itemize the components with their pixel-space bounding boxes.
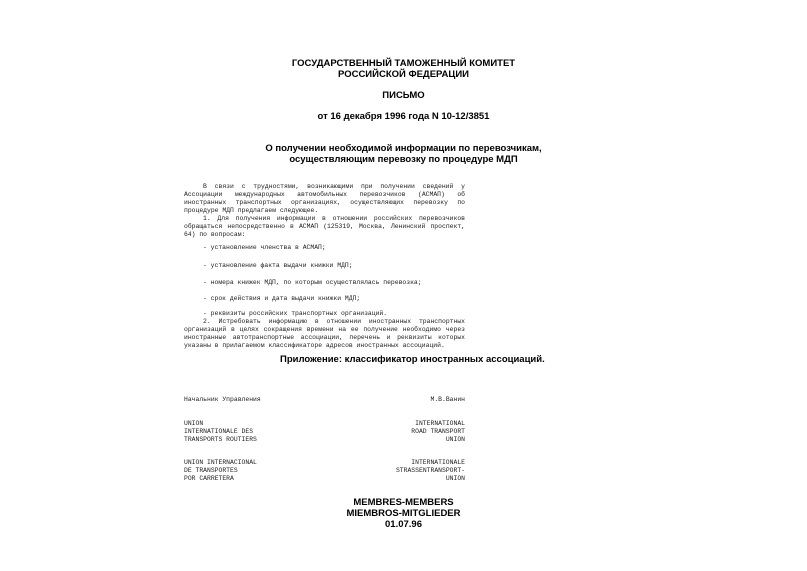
association-left-1-line3: TRANSPORTS ROUTIERS — [184, 436, 257, 443]
document-title-line1: О получении необходимой информации по перевозчикам, — [265, 143, 542, 154]
association-right-1-line3: UNION — [445, 436, 465, 443]
association-right-1-line1: INTERNATIONAL — [415, 420, 465, 427]
document-title-line2: осуществляющим перевозку по процедуре МДП — [289, 154, 518, 165]
org-name-line2: РОССИЙСКОЙ ФЕДЕРАЦИИ — [337, 69, 469, 80]
body-paragraph-1: В связи с трудностями, возникающими при получении сведений у Ассоциации международных автомобильных перевозчиков (АСМАП) об иностранных транспортных организациях, осуществляющих перевозку по процедуре МДП предлагаем следующее. — [184, 183, 465, 215]
list-item-2: - установление факта выдачи книжки МДП; — [203, 262, 353, 269]
signature-position: Начальник Управления — [184, 396, 261, 403]
list-item-5: - реквизиты российских транспортных организаций. — [203, 310, 388, 317]
body-paragraph-3: 2. Истребовать информацию в отношении иностранных транспортных организаций в целях сокращения времени на ее получение необходимо через иностранные автотранспортные ассоциации, перечень и реквизиты которых указаны в прилагаемом классификаторе адресов иностранных ассоциаций. — [184, 318, 465, 350]
appendix-note: Приложение: классификатор иностранных ассоциаций. — [280, 354, 545, 365]
association-right-2-line3: UNION — [445, 475, 465, 482]
association-right-1-line2: ROAD TRANSPORT — [411, 428, 465, 435]
org-name-line1: ГОСУДАРСТВЕННЫЙ ТАМОЖЕННЫЙ КОМИТЕТ — [291, 58, 516, 69]
footer-date: 01.07.96 — [385, 519, 422, 530]
body-paragraph-2: 1. Для получения информации в отношении российских перевозчиков обращаться непосредственно в АСМАП (125319, Москва, Ленинский проспект, 64) по вопросам: — [184, 215, 465, 239]
footer-line1: MEMBRES-MEMBERS — [353, 497, 454, 508]
association-right-2-line2: STRASSENTRANSPORT- — [395, 467, 465, 474]
document-type: ПИСЬМО — [382, 90, 425, 101]
list-item-4: - срок действия и дата выдачи книжки МДП; — [203, 295, 361, 302]
footer-line2: MIEMBROS-MITGLIEDER — [346, 508, 461, 519]
list-item-1: - установление членства в АСМАП; — [203, 244, 326, 251]
association-right-2-line1: INTERNATIONALE — [411, 459, 465, 466]
association-left-2-line3: POR CARRETERA — [184, 475, 234, 482]
association-left-1-line2: INTERNATIONALE DES — [184, 428, 254, 435]
association-left-1-line1: UNION — [184, 420, 204, 427]
association-left-2-line1: UNION INTERNACIONAL — [184, 459, 257, 466]
list-item-3: - номера книжек МДП, по которым осуществлялась перевозка; — [203, 279, 422, 286]
document-date-number: от 16 декабря 1996 года N 10-12/3851 — [317, 111, 490, 122]
association-left-2-line2: DE TRANSPORTES — [184, 467, 238, 474]
signature-name: М.В.Ванин — [430, 396, 465, 403]
